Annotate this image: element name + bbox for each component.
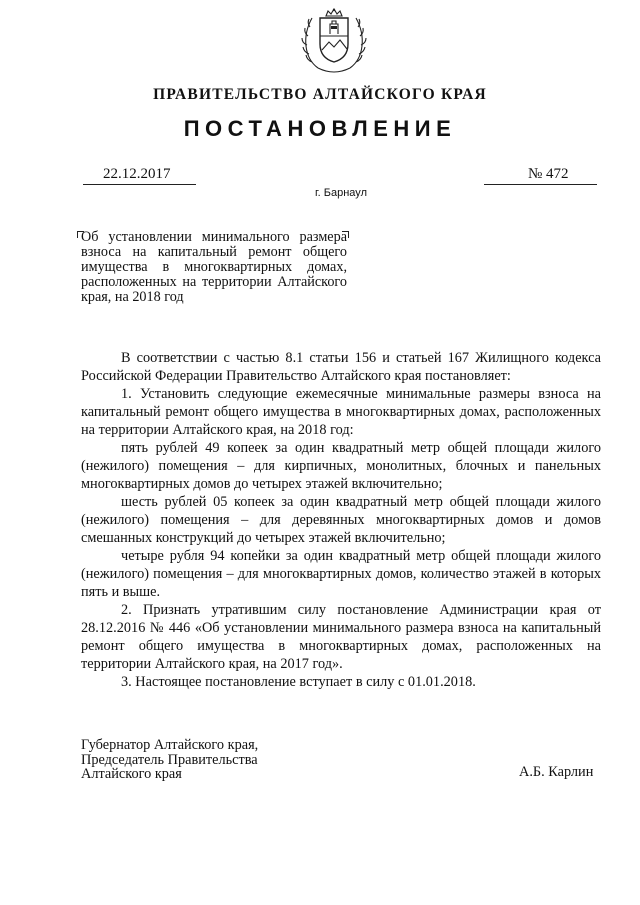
clause-2-paragraph: 2. Признать утратившим силу постановление Администрации края от 28.12.2016 № 446 «Об установлении минимального размера взноса на капитальный ремонт общего имущества в многоквартирных домах, расположенных на территории Алтайского края, на 2017 год». [81, 602, 601, 672]
document-number: № 472 [528, 166, 569, 182]
city-name: г. Барнаул [315, 187, 367, 199]
document-title: ПОСТАНОВЛЕНИЕ [183, 116, 457, 141]
rate-highrise-paragraph: четыре рубля 94 копейки за один квадратный метр общей площади жилого (нежилого) помещения – для многоквартирных домов, количество этажей в которых пять и выше. [81, 548, 601, 600]
signatory-position-line: Алтайского края [81, 766, 182, 782]
clause-1-paragraph: 1. Установить следующие ежемесячные минимальные размеры взноса на капитальный ремонт общего имущества в многоквартирных домах, расположенных на территории Алтайского края, на 2018 год: [81, 386, 601, 438]
document-subject: Об установлении минимального размера взноса на капитальный ремонт общего имущества в многоквартирных домах, расположенных на территории Алтайского края, на 2018 год [81, 229, 347, 305]
signatory-position [81, 738, 258, 782]
document-date: 22.12.2017 [103, 166, 171, 182]
document-body [81, 349, 601, 691]
signatory-position-line: Губернатор Алтайского края, [81, 737, 259, 753]
signatory-position-line: Председатель Правительства [81, 751, 258, 768]
preamble-paragraph: В соответствии с частью 8.1 статьи 156 и статьей 167 Жилищного кодекса Российской Федерации Правительство Алтайского края постановляет: [81, 350, 601, 384]
clause-3-paragraph: 3. Настоящее постановление вступает в силу с 01.01.2018. [121, 674, 476, 690]
government-name: ПРАВИТЕЛЬСТВО АЛТАЙСКОГО КРАЯ [153, 86, 487, 103]
rate-wooden-paragraph: шесть рублей 05 копеек за один квадратный метр общей площади жилого (нежилого) помещения – для деревянных многоквартирных домов и домов смешанных конструкций до четырех этажей включительно; [81, 494, 601, 546]
rate-brick-paragraph: пять рублей 49 копеек за один квадратный метр общей площади жилого (нежилого) помещения – для кирпичных, монолитных, блочных и панельных многоквартирных домов до четырех этажей включительно; [81, 440, 601, 492]
coat-of-arms-icon [298, 6, 370, 76]
signatory-name: А.Б. Карлин [519, 764, 594, 780]
